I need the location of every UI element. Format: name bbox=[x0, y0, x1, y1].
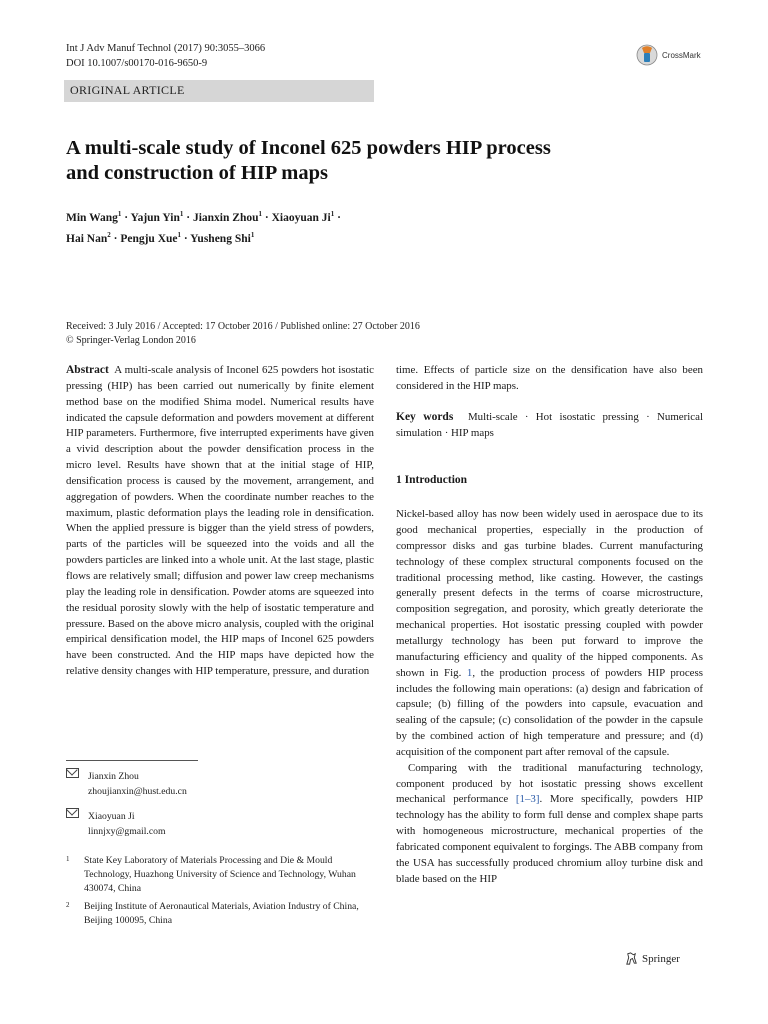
contact-email[interactable]: linnjxy@gmail.com bbox=[88, 825, 166, 837]
dates-line: Received: 3 July 2016 / Accepted: 17 October 2016 / Published online: 27 October 2016 bbox=[66, 321, 420, 332]
contact-email[interactable]: zhoujianxin@hust.edu.cn bbox=[88, 785, 187, 797]
intro-paragraph-2: Comparing with the traditional manufacturing technology, component produced by hot isostatic pressing shows excellent mechanical performance [1–3]. More specifically, powders HIP technology has the ability to form full dense and complex shape parts with homogeneous microstructure, mechanical properties of the fabricated component equivalent to forgings. The ABB company from the USA has successfully produced chromium alloy turbine disk and blade based on the HIP bbox=[396, 761, 703, 885]
keywords-heading: Key words bbox=[396, 410, 454, 423]
right-column bbox=[396, 363, 703, 887]
author-name[interactable]: Yajun Yin bbox=[130, 211, 180, 224]
envelope-icon bbox=[66, 768, 79, 778]
springer-horse-icon bbox=[624, 951, 639, 966]
abstract-continuation: time. Effects of particle size on the densification have also been considered in the HIP maps. bbox=[396, 364, 703, 392]
introduction-heading: 1 Introduction bbox=[396, 474, 468, 487]
journal-citation: Int J Adv Manuf Technol (2017) 90:3055–3066 bbox=[66, 43, 266, 54]
author-name[interactable]: Min Wang bbox=[66, 211, 118, 224]
reference-link[interactable]: [1–3] bbox=[515, 793, 540, 806]
journal-header bbox=[66, 41, 265, 71]
author-affiliation-number: 2 bbox=[107, 230, 111, 239]
author-name[interactable]: Xiaoyuan Ji bbox=[271, 211, 331, 224]
article-type-label: ORIGINAL ARTICLE bbox=[70, 83, 185, 97]
publisher-name: Springer bbox=[642, 952, 680, 965]
author-name[interactable]: Pengju Xue bbox=[120, 232, 178, 245]
publisher-footer bbox=[624, 951, 680, 966]
author-affiliation-number: 1 bbox=[177, 230, 181, 239]
author-affiliation-number: 1 bbox=[179, 210, 184, 218]
author-affiliation-number: 1 bbox=[258, 210, 262, 218]
title-line-1: A multi-scale study of Inconel 625 powders HIP process bbox=[66, 137, 551, 159]
copyright-line: © Springer-Verlag London 2016 bbox=[66, 335, 196, 346]
affiliation-number: 2 bbox=[66, 901, 70, 909]
footnote-separator bbox=[66, 760, 198, 761]
abstract-text: A multi-scale analysis of Inconel 625 powders hot isostatic pressing (HIP) has been carried out numerically by finite element method base on the modified Shima model. Numerical results have indicated the capsule deformation and powders movement at different HIP parameters. Furthermore, five interrupted experiments have given a vivid description about the powder densification process in the micro level. Results have shown that at the initial stage of HIP, densification process is caused by the movement, arrangement, and aggregation of powders. When the coordinate number reaches to the maximum, plastic deformation plays the leading role in densification. When the applied pressure is bigger than the yield stress of powders, parts of the particles will be squeezed into the voids and all the powders particles are linked into a whole unit. At the last stage, plastic flows are relatively small; diffusion and power law creep mechanisms play the leading role in densification. Powder atoms are squeezed into the residual porosity slowly with the help of isostatic temperature and pressure. Based on the above micro analysis, coupled with the original empirical densification model, the HIP maps of Inconel 625 powders have been constructed. And the HIP maps have depicted how the relative density changes with HIP temperature, pressure, and duration bbox=[66, 364, 374, 678]
doi-line: DOI 10.1007/s00170-016-9650-9 bbox=[66, 58, 208, 69]
author-name[interactable]: Jianxin Zhou bbox=[192, 211, 259, 224]
envelope-icon bbox=[66, 808, 79, 818]
author-name[interactable]: Yusheng Shi bbox=[190, 232, 251, 245]
title-line-2: and construction of HIP maps bbox=[66, 162, 328, 184]
author-affiliation-number: 1 bbox=[250, 230, 255, 239]
affiliation-2 bbox=[66, 900, 362, 928]
intro-paragraph-1: Nickel-based alloy has now been widely used in aerospace due to its good mechanical properties, especially in the production of compressor disks and gas turbine blades. Current manufacturing technology of these complex structural components focused on the traditional processing method, like casting. However, the castings generally present defects in the terms of coarse microstructure, composition segregation, and porosity, which greatly deteriorate the mechanical properties. Hot isostatic pressing coupled with powder metallurgy technology has been put forward to improve the manufacturing efficiency and quality of the hipped components. As shown in Fig. 1, the production process of powders HIP process includes the following main operations: (a) design and fabrication of capsule; (b) filling of the powders into capsule, evacuation and sealing of the capsule; (c) consolidation of the powder in the capsule by the combined action of high temperature and pressure; and (d) acquisition of the component part after removal of the capsule. bbox=[396, 508, 703, 758]
publication-dates bbox=[66, 320, 420, 348]
crossmark-label: CrossMark bbox=[662, 50, 701, 60]
contact-name: Jianxin Zhou bbox=[88, 771, 139, 782]
crossmark-badge[interactable] bbox=[636, 42, 726, 68]
contact-block bbox=[66, 768, 187, 839]
abstract-section bbox=[66, 363, 374, 680]
author-affiliation-number: 1 bbox=[330, 210, 335, 218]
figure-link[interactable]: 1 bbox=[466, 666, 473, 679]
affiliation-text: State Key Laboratory of Materials Processing and Die & Mould Technology, Huazhong University of Science and Technology, Wuhan 430074, China bbox=[84, 855, 356, 894]
abstract-heading: Abstract bbox=[66, 364, 109, 376]
affiliation-1 bbox=[66, 854, 362, 896]
paper-title bbox=[66, 136, 686, 186]
contact-name: Xiaoyuan Ji bbox=[88, 811, 135, 822]
keywords-text: Multi-scale · Hot isostatic pressing · Numerical simulation · HIP maps bbox=[396, 410, 703, 439]
article-type-bar bbox=[64, 80, 374, 102]
affiliation-number: 1 bbox=[66, 855, 70, 863]
author-affiliation-number: 1 bbox=[117, 210, 122, 218]
crossmark-icon bbox=[636, 44, 658, 66]
author-name[interactable]: Hai Nan bbox=[66, 232, 108, 245]
affiliation-text: Beijing Institute of Aeronautical Materials, Aviation Industry of China, Beijing 100095, China bbox=[84, 901, 359, 926]
author-list: Min Wang$^1$ · Yajun Yin$^1$ · Jianxin Zhou$^1$ · Xiaoyuan $Ji^1$ · Hai Nan$^2$ · Pengju Xue$^1$ · Yusheng Shi$^1$ bbox=[66, 210, 341, 245]
